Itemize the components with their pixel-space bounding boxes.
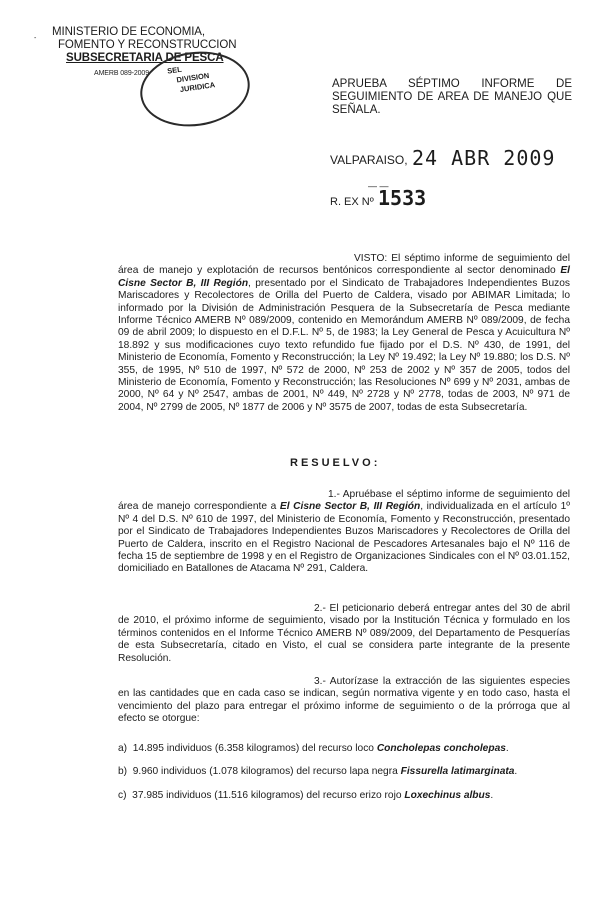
- item-label: a): [118, 743, 128, 754]
- item-label: c): [118, 790, 127, 801]
- item-end: .: [490, 790, 494, 801]
- subsecretaria-name: SUBSECRETARIA DE PESCA: [66, 52, 224, 64]
- item-label: b): [118, 766, 128, 777]
- item-species: Fissurella latimarginata: [400, 766, 515, 777]
- place: VALPARAISO,: [330, 153, 408, 167]
- item-text: 37.985 individuos (11.516 kilogramos) del recurso erizo rojo: [132, 790, 402, 801]
- ministry-subtitle: FOMENTO Y RECONSTRUCCION: [58, 39, 237, 51]
- ministry-name: MINISTERIO DE ECONOMIA,: [52, 26, 205, 38]
- paragraph-1: [118, 489, 570, 576]
- paragraph-3: 3.- Autorízase la extracción de las siguientes especies en las cantidades que en cada caso se indican, según normativa vigente y en todo caso, hasta el vencimiento del plazo para entregar el próximo informe de seguimiento o de la prórroga que al efecto se otorgue:: [118, 676, 570, 725]
- item-species: Concholepas concholepas: [376, 743, 506, 754]
- visto-text-1: VISTO: El séptimo informe de seguimiento del área de manejo y explotación de recursos bentónicos correspondiente al sector denominado: [118, 253, 570, 277]
- amerb-reference: AMERB 089-2009: [94, 70, 150, 77]
- p1-sector: El Cisne Sector B, III Región: [279, 501, 421, 513]
- list-item: [118, 743, 578, 755]
- item-text: 9.960 individuos (1.078 kilogramos) del recurso lapa negra: [132, 766, 398, 777]
- visto-text-2: , presentado por el Sindicato de Trabajadores Independientes Buzos Mariscadores y Recolectores de Orilla del Puerto de Caldera, visado por ABIMAR Limitada; lo informado por la División de Administración Pesquera de la Subsecretaría de Pesca mediante Informe Técnico AMERB Nº 089/2009, contenido en Memorándum AMERB Nº 089/2009, de fecha 09 de abril 2009; lo dispuesto en el D.F.L. Nº 5, de 1983; la Ley General de Pesca y Acuicultura Nº 18.892 y sus modificaciones cuyo texto refundido fue fijado por el D.S. Nº 430, de 1991, del Ministerio de Economía, Fomento y Reconstrucción; la Ley Nº 19.492; la Ley Nº 19.880; los D.S. Nº 355, de 1995, Nº 510 de 1997, Nº 572 de 2000, Nº 253 de 2002 y Nº 357 de 2005, todos del Ministerio de Economía, Fomento y Reconstrucción; las Resoluciones Nº 699 y Nº 2031, ambas de 2000, Nº 64 y Nº 2547, ambas de 2001, Nº 449, Nº 2728 y Nº 2778, todas de 2003, Nº 971 de 2004, Nº 2799 de 2005, Nº 1877 de 2006 y Nº 3575 de 2007, todas de esta Subsecretaría.: [118, 277, 570, 413]
- margin-mark: -: [34, 35, 37, 42]
- stamp-division: DIVISION: [175, 70, 210, 85]
- item-end: .: [505, 743, 509, 754]
- date-stamp: 24 ABR 2009: [412, 146, 556, 170]
- visto-sector: El Cisne Sector B, III Región: [118, 265, 570, 289]
- rex-label: R. EX Nº: [330, 196, 374, 208]
- stamp-juridica: JURIDICA: [179, 80, 216, 95]
- dash-mark: — —: [368, 181, 389, 191]
- p1-text-1: 1.- Apruébase el séptimo informe de seguimiento del área de manejo correspondiente a: [118, 489, 570, 513]
- item-species: Loxechinus albus: [404, 790, 491, 801]
- p1-text-2: , individualizada en el artículo 1º Nº 4 del D.S. Nº 610 de 1997, del Ministerio de Economía, Fomento y Reconstrucción, presentado por el Sindicato de Trabajadores Independientes Buzos Mariscadores y Recolectores de Orilla del Puerto de Caldera, inscrito en el Registro Nacional de Pescadores Artesanales bajo el Nº 116 de fecha 15 de septiembre de 1998 y en el Registro de Organizaciones Sindicales con el Nº 03.01.152, domiciliado en Batallones de Atacama Nº 291, Caldera.: [118, 501, 570, 575]
- stamp-sel: SEL: [166, 64, 183, 76]
- paragraph-2: 2.- El peticionario deberá entregar antes del 30 de abril de 2010, el próximo informe de seguimiento, visado por la Institución Técnica y formulado en los términos contenidos en el Informe Técnico AMERB Nº 089/2009, del Departamento de Pesquerías de esta Subsecretaría, citado en Visto, el cual se considera parte integrante de la presente Resolución.: [118, 603, 570, 664]
- resuelvo-heading: RESUELVO:: [290, 457, 381, 469]
- item-end: .: [514, 766, 518, 777]
- list-item: [118, 790, 578, 802]
- list-item: [118, 766, 578, 778]
- resolution-title: APRUEBA SÉPTIMO INFORME DE SEGUIMIENTO DE AREA DE MANEJO QUE SEÑALA.: [332, 78, 572, 116]
- visto-paragraph: [118, 253, 570, 414]
- item-text: 14.895 individuos (6.358 kilogramos) del recurso loco: [132, 743, 374, 754]
- rex-number: 1533: [378, 186, 427, 210]
